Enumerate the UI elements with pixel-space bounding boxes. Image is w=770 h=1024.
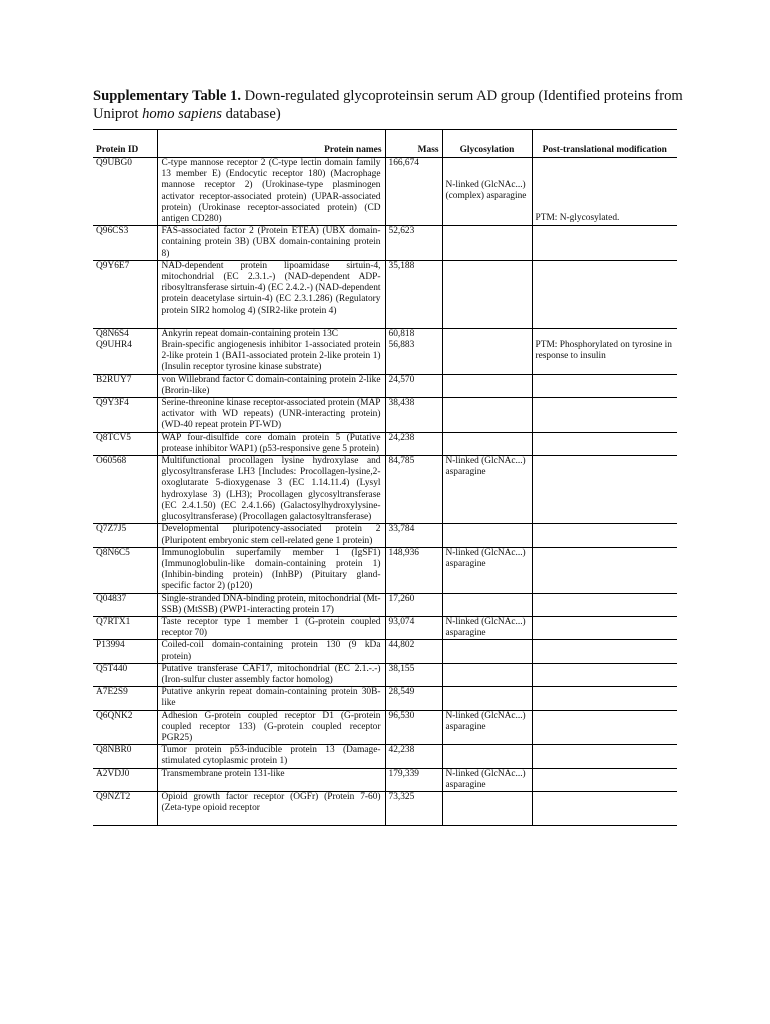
mass-cell: 42,238 (385, 745, 442, 768)
protein-name-cell: Adhesion G-protein coupled receptor D1 (G-protein coupled receptor 133) (G-protein coupled receptor PGR25) (157, 710, 385, 745)
mass-cell: 35,188 (385, 260, 442, 328)
table-row (93, 640, 677, 663)
col-header-glycosylation: Glycosylation (442, 130, 532, 158)
mass-cell: 52,623 (385, 226, 442, 261)
glycosylation-cell: N-linked (GlcNAc...) asparagine (442, 456, 532, 524)
protein-id-cell: Q04837 (93, 593, 157, 616)
table-body (93, 158, 677, 826)
table-row (93, 687, 677, 710)
glycosylation-cell: N-linked (GlcNAc...) asparagine (442, 768, 532, 791)
protein-id-cell: Q7RTX1 (93, 616, 157, 639)
protein-name-cell: Transmembrane protein 131-like (157, 768, 385, 791)
protein-id-cell: Q9Y6E7 (93, 260, 157, 328)
glycosylation-cell (442, 432, 532, 455)
table-caption (93, 87, 693, 123)
protein-id-cell: A2VDJ0 (93, 768, 157, 791)
glycosylation-cell (442, 791, 532, 825)
mass-cell: 38,438 (385, 398, 442, 433)
mass-cell: 33,784 (385, 524, 442, 547)
glycosylation-cell (442, 226, 532, 261)
glycosylation-cell (442, 328, 532, 374)
protein-id-cell: Q9UBG0 (93, 158, 157, 226)
protein-name-cell: WAP four-disulfide core domain protein 5 (Putative protease inhibitor WAP1) (p53-responsive gene 5 protein) (157, 432, 385, 455)
ptm-cell (532, 398, 677, 433)
protein-name-cell: Serine-threonine kinase receptor-associated protein (MAP activator with WD repeats) (UNR-interacting protein) (WD-40 repeat protein PT-WD) (157, 398, 385, 433)
mass-cell: 38,155 (385, 663, 442, 686)
glycosylation-cell (442, 640, 532, 663)
protein-id-cell: Q8N6C5 (93, 547, 157, 593)
table-row (93, 398, 677, 433)
ptm-cell (532, 710, 677, 745)
mass-cell: 84,785 (385, 456, 442, 524)
protein-id-cell: A7E2S9 (93, 687, 157, 710)
glycosylation-cell (442, 593, 532, 616)
protein-id-cell: Q7Z7J5 (93, 524, 157, 547)
glycosylation-cell: N-linked (GlcNAc...) asparagine (442, 616, 532, 639)
protein-name-cell: NAD-dependent protein lipoamidase sirtuin-4, mitochondrial (EC 2.3.1.-) (NAD-dependent ADP-ribosyltransferase sirtuin-4) (EC 2.4.2.-) (NAD-dependent protein deacetylase sirtuin-4) (EC 2.3.1.286) (Regulatory protein SIR2 homolog 4) (SIR2-like protein 4) (157, 260, 385, 328)
glycosylation-cell (442, 524, 532, 547)
protein-name-cell: Putative transferase CAF17, mitochondrial (EC 2.1.-.-) (Iron-sulfur cluster assembly factor homolog) (157, 663, 385, 686)
protein-id-cell: B2RUY7 (93, 374, 157, 397)
protein-id-cell: P13994 (93, 640, 157, 663)
ptm-cell (532, 791, 677, 825)
ptm-cell (532, 663, 677, 686)
glycosylation-cell (442, 663, 532, 686)
table-row (93, 260, 677, 328)
ptm-cell: PTM: Phosphorylated on tyrosine in response to insulin (532, 328, 677, 374)
glycosylation-cell (442, 398, 532, 433)
table-row (93, 158, 677, 226)
glycosylation-cell: N-linked (GlcNAc...) asparagine (442, 710, 532, 745)
protein-name-cell: Coiled-coil domain-containing protein 130 (9 kDa protein) (157, 640, 385, 663)
table-header-row (93, 130, 677, 158)
protein-name-cell: Developmental pluripotency-associated protein 2 (Pluripotent embryonic stem cell-related gene 1 protein) (157, 524, 385, 547)
col-header-protein-names: Protein names (157, 130, 385, 158)
ptm-cell (532, 687, 677, 710)
glycosylation-cell (442, 260, 532, 328)
mass-cell: 17,260 (385, 593, 442, 616)
protein-name-cell: Tumor protein p53-inducible protein 13 (Damage-stimulated cytoplasmic protein 1) (157, 745, 385, 768)
protein-name-cell: Single-stranded DNA-binding protein, mitochondrial (Mt-SSB) (MtSSB) (PWP1-interacting protein 17) (157, 593, 385, 616)
glycosylation-cell (442, 374, 532, 397)
mass-cell: 73,325 (385, 791, 442, 825)
ptm-cell (532, 524, 677, 547)
caption-text-before: Down-regulated glycoproteinsin serum AD group (Identified proteins from Uniprot (93, 88, 683, 122)
mass-cell: 148,936 (385, 547, 442, 593)
caption-label: Supplementary Table 1. (93, 88, 241, 104)
table-row (93, 791, 677, 825)
protein-name-cell: FAS-associated factor 2 (Protein ETEA) (UBX domain-containing protein 3B) (UBX domain-containing protein 8) (157, 226, 385, 261)
ptm-cell (532, 547, 677, 593)
protein-id-cell: Q8NBR0 (93, 745, 157, 768)
mass-cell: 24,570 (385, 374, 442, 397)
ptm-cell (532, 432, 677, 455)
protein-id-cell: Q8TCV5 (93, 432, 157, 455)
protein-name-cell: Immunoglobulin superfamily member 1 (IgSF1) (Immunoglobulin-like domain-containing protein 1) (Inhibin-binding protein) (InhBP) (Pituitary gland-specific factor 2) (p120) (157, 547, 385, 593)
protein-name-cell: Taste receptor type 1 member 1 (G-protein coupled receptor 70) (157, 616, 385, 639)
table-row (93, 547, 677, 593)
caption-text-after: database) (221, 106, 281, 122)
mass-cell: 24,238 (385, 432, 442, 455)
ptm-cell (532, 374, 677, 397)
protein-name-cell: C-type mannose receptor 2 (C-type lectin domain family 13 member E) (Endocytic receptor 180) (Macrophage mannose receptor 2) (Urokinase-type plasminogen activator receptor-associated protein) (UPAR-associated protein) (Urokinase receptor-associated protein) (CD antigen CD280) (157, 158, 385, 226)
col-header-ptm: Post-translational modification (532, 130, 677, 158)
ptm-cell (532, 640, 677, 663)
table-row (93, 616, 677, 639)
table-row (93, 745, 677, 768)
protein-name-cell: von Willebrand factor C domain-containing protein 2-like (Brorin-like) (157, 374, 385, 397)
caption-species: homo sapiens (142, 106, 222, 122)
col-header-mass: Mass (385, 130, 442, 158)
protein-id-cell: Q6QNK2 (93, 710, 157, 745)
table-row (93, 710, 677, 745)
protein-id-cell: Q5T440 (93, 663, 157, 686)
glycosylation-cell: N-linked (GlcNAc...) (complex) asparagine (442, 158, 532, 226)
mass-cell: 166,674 (385, 158, 442, 226)
protein-name-cell: Ankyrin repeat domain-containing protein 13C Brain-specific angiogenesis inhibitor 1-associated protein 2-like protein 1 (BAI1-associated protein 2-like protein 1) (Insulin receptor tyrosine kinase substrate) (157, 328, 385, 374)
protein-name-cell: Putative ankyrin repeat domain-containing protein 30B-like (157, 687, 385, 710)
table-row (93, 524, 677, 547)
mass-cell: 96,530 (385, 710, 442, 745)
protein-table (93, 129, 677, 826)
glycosylation-cell (442, 745, 532, 768)
ptm-cell (532, 226, 677, 261)
glycosylation-cell (442, 687, 532, 710)
protein-id-cell: O60568 (93, 456, 157, 524)
table-row (93, 593, 677, 616)
mass-cell: 179,339 (385, 768, 442, 791)
mass-cell: 93,074 (385, 616, 442, 639)
mass-cell: 44,802 (385, 640, 442, 663)
table-row (93, 226, 677, 261)
protein-id-cell: Q9Y3F4 (93, 398, 157, 433)
mass-cell: 60,818 56,883 (385, 328, 442, 374)
protein-id-cell: Q96CS3 (93, 226, 157, 261)
ptm-cell (532, 745, 677, 768)
table-row (93, 768, 677, 791)
protein-name-cell: Opioid growth factor receptor (OGFr) (Protein 7-60) (Zeta-type opioid receptor (157, 791, 385, 825)
protein-id-cell: Q8N6S4 Q9UHR4 (93, 328, 157, 374)
ptm-cell (532, 593, 677, 616)
mass-cell: 28,549 (385, 687, 442, 710)
table-row (93, 663, 677, 686)
table-row (93, 456, 677, 524)
glycosylation-cell: N-linked (GlcNAc...) asparagine (442, 547, 532, 593)
ptm-cell (532, 616, 677, 639)
ptm-cell: PTM: N-glycosylated. (532, 158, 677, 226)
ptm-cell (532, 260, 677, 328)
protein-id-cell: Q9NZT2 (93, 791, 157, 825)
table-row (93, 328, 677, 374)
ptm-cell (532, 456, 677, 524)
col-header-protein-id: Protein ID (96, 144, 139, 155)
ptm-cell (532, 768, 677, 791)
table-row (93, 374, 677, 397)
protein-name-cell: Multifunctional procollagen lysine hydroxylase and glycosyltransferase LH3 [Includes: Procollagen-lysine,2-oxoglutarate 5-dioxygenase 3 (EC 1.14.11.4) (Lysyl hydroxylase 3) (LH3); Procollagen glycosyltransferase (EC 2.4.1.50) (EC 2.4.1.66) (Galactosylhydroxylysine-glucosyltransferase) (Procollagen galactosyltransferase) (157, 456, 385, 524)
table-row (93, 432, 677, 455)
